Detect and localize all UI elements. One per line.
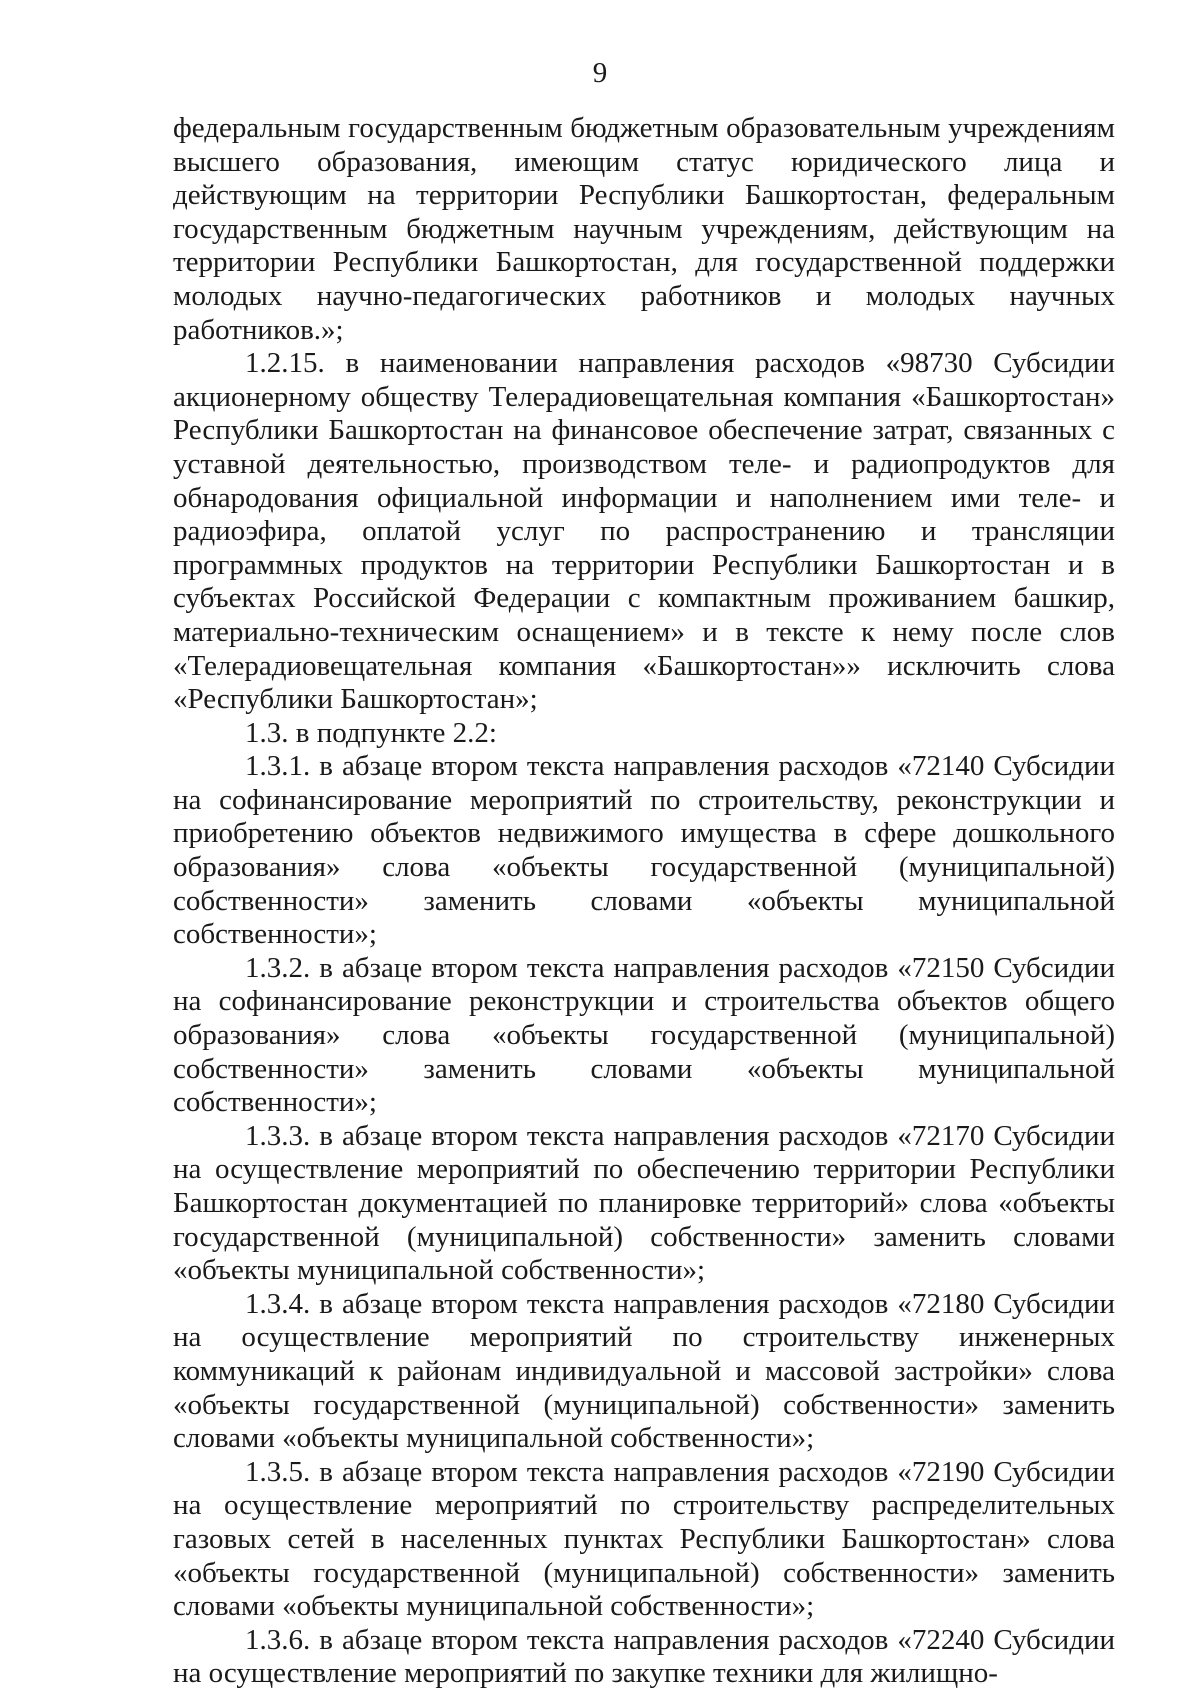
paragraph-1-3-3: 1.3.3. в абзаце втором текста направления расходов «72170 Субсидии на осуществление мероприятий по обеспечению территории Республики Башкортостан документацией по планировке территорий» слова «объекты государственной (муниципальной) собственности» заменить словами «объекты муниципальной собственности»; <box>173 1119 1115 1287</box>
paragraph-1-3-2: 1.3.2. в абзаце втором текста направления расходов «72150 Субсидии на софинансирование реконструкции и строительства объектов общего образования» слова «объекты государственной (муниципальной) собственности» заменить словами «объекты муниципальной собственности»; <box>173 951 1115 1119</box>
paragraph-1-3-5: 1.3.5. в абзаце втором текста направления расходов «72190 Субсидии на осуществление мероприятий по строительству распределительных газовых сетей в населенных пунктах Республики Башкортостан» слова «объекты государственной (муниципальной) собственности» заменить словами «объекты муниципальной собственности»; <box>173 1455 1115 1623</box>
paragraph-1-3-1: 1.3.1. в абзаце втором текста направления расходов «72140 Субсидии на софинансирование мероприятий по строительству, реконструкции и приобретению объектов недвижимого имущества в сфере дошкольного образования» слова «объекты государственной (муниципальной) собственности» заменить словами «объекты муниципальной собственности»; <box>173 750 1115 951</box>
paragraph-continuation: федеральным государственным бюджетным образовательным учреждениям высшего образования, имеющим статус юридического лица и действующим на территории Республики Башкортостан, федеральным государственным бюджетным научным учреждениям, действующим на территории Республики Башкортостан, для государственной поддержки молодых научно-педагогических работников и молодых научных работников.»; <box>173 112 1115 346</box>
paragraph-1-3: 1.3. в подпункте 2.2: <box>245 716 497 749</box>
paragraph-1-3-6: 1.3.6. в абзаце втором текста направления расходов «72240 Субсидии на осуществление мероприятий по закупке техники для жилищно- <box>173 1623 1115 1690</box>
paragraph-1-2-15: 1.2.15. в наименовании направления расходов «98730 Субсидии акционерному обществу Телерадиовещательная компания «Башкортостан» Республики Башкортостан на финансовое обеспечение затрат, связанных с уставной деятельностью, производством теле- и радиопродуктов для обнародования официальной информации и наполнением ими теле- и радиоэфира, оплатой услуг по распространению и трансляции программных продуктов на территории Республики Башкортостан и в субъектах Российской Федерации с компактным проживанием башкир, материально-техническим оснащением» и в тексте к нему после слов «Телерадиовещательная компания «Башкортостан»» исключить слова «Республики Башкортостан»; <box>173 347 1115 716</box>
document-body <box>173 112 1115 1691</box>
paragraph-1-3-4: 1.3.4. в абзаце втором текста направления расходов «72180 Субсидии на осуществление мероприятий по строительству инженерных коммуникаций к районам индивидуальной и массовой застройки» слова «объекты государственной (муниципальной) собственности» заменить словами «объекты муниципальной собственности»; <box>173 1287 1115 1455</box>
page-number: 9 <box>592 57 608 89</box>
